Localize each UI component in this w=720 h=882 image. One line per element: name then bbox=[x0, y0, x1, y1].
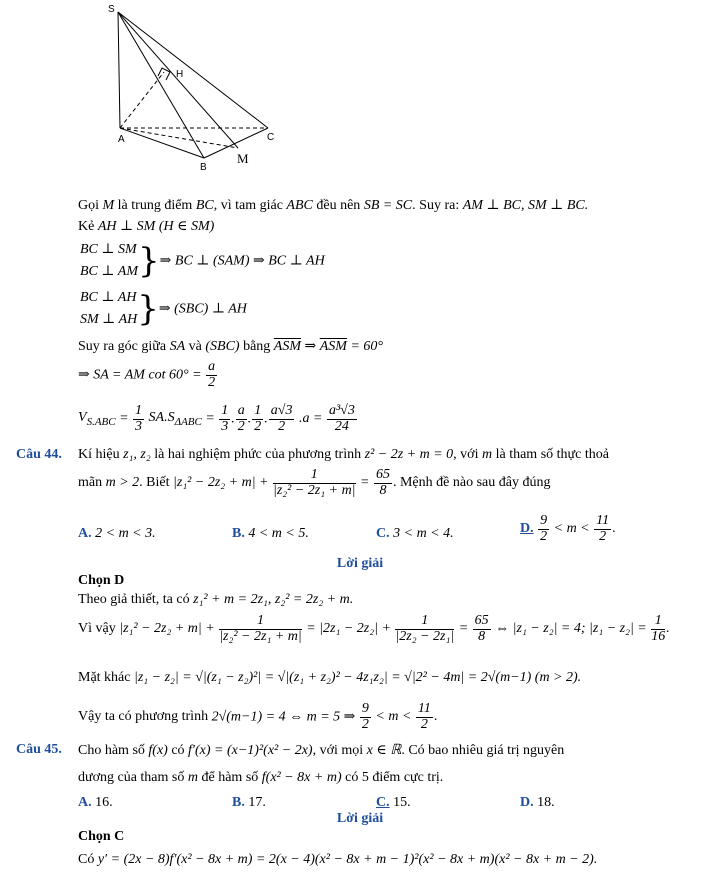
math: x ∈ ℝ bbox=[366, 743, 402, 758]
text: có bbox=[171, 743, 185, 758]
math: |z₁ − z₂| = √|(z₁ − z₂)²| = √|(z₁ + z₂)² − 4z₁z₂| = √|2² − 4m| = 2√(m−1) (m > 2). bbox=[133, 670, 582, 685]
math: < m < bbox=[375, 709, 412, 725]
frac-den: 24 bbox=[334, 418, 349, 434]
text: Vì vậy bbox=[78, 621, 116, 637]
text: để hàm số bbox=[201, 770, 259, 785]
text: . Suy ra: bbox=[412, 198, 460, 213]
pyramid-figure bbox=[100, 0, 290, 175]
question-44-label: Câu 44. bbox=[16, 447, 62, 462]
q44-solution-title: Lời giải bbox=[336, 556, 384, 571]
text: , vì tam giác bbox=[213, 198, 283, 213]
angle-line bbox=[78, 338, 383, 355]
q45-choice: Chọn C bbox=[78, 829, 125, 844]
math: m > 2 bbox=[105, 475, 140, 491]
frac-num: 9 bbox=[361, 701, 369, 716]
frac-den: 8 bbox=[379, 482, 387, 498]
system-1: BC ⊥ SM BC ⊥ AM }⇒ BC ⊥ (SAM) ⇒ BC ⊥ AH bbox=[80, 241, 325, 281]
text: Gọi bbox=[78, 198, 99, 213]
q45-line-1 bbox=[78, 742, 564, 759]
q44-option-a[interactable] bbox=[78, 526, 156, 542]
q44-sol-line-3 bbox=[78, 670, 581, 686]
math: BC bbox=[195, 198, 214, 213]
math: m bbox=[187, 770, 198, 785]
text: . Biết bbox=[139, 475, 170, 491]
frac-den: 2 bbox=[254, 418, 262, 434]
math: ⇒ SA = AM cot 60° = bbox=[78, 367, 202, 383]
frac-num: 1 bbox=[273, 468, 356, 484]
frac-num: 1 bbox=[395, 614, 454, 630]
frac-num: 65 bbox=[375, 467, 390, 482]
text: mãn bbox=[78, 475, 103, 491]
sys2-line1: BC ⊥ AH bbox=[80, 290, 137, 305]
mid-sub: ΔABC bbox=[174, 416, 202, 429]
v: V bbox=[78, 410, 87, 426]
option-letter: D. bbox=[520, 795, 534, 810]
option-text: 4 < m < 5. bbox=[248, 526, 309, 541]
frac-den: |z₂² − 2z₁ + m| bbox=[219, 628, 302, 644]
frac-den: 2 bbox=[420, 716, 428, 732]
math: 2√(m−1) = 4 ⇔ m = 5 ⇒ bbox=[211, 709, 356, 725]
q45-sol-line-1 bbox=[78, 852, 597, 868]
sys1-result: ⇒ BC ⊥ (SAM) ⇒ BC ⊥ AH bbox=[159, 253, 325, 269]
frac-num: 1 bbox=[219, 614, 302, 630]
math: = bbox=[458, 621, 469, 637]
frac-den: 2 bbox=[278, 418, 286, 434]
q45-solution-title: Lời giải bbox=[336, 811, 384, 826]
sys1-line2: BC ⊥ AM bbox=[80, 264, 139, 279]
math: ⇒ bbox=[304, 339, 317, 354]
option-letter: A. bbox=[78, 526, 92, 541]
question-45-label: Câu 45. bbox=[16, 742, 62, 757]
text: là tham số thực thoả bbox=[495, 447, 609, 462]
option-letter: B. bbox=[232, 795, 245, 810]
option-letter: A. bbox=[78, 795, 92, 810]
option-text: . bbox=[612, 521, 616, 537]
math: $\overline{ASM}$ bbox=[273, 339, 302, 354]
frac-den: 8 bbox=[478, 628, 486, 644]
q44-option-d[interactable] bbox=[520, 514, 616, 544]
option-text: 17. bbox=[248, 795, 266, 810]
frac-num: a√3 bbox=[270, 403, 293, 418]
eq: = bbox=[119, 411, 129, 427]
q44-sol-line-1 bbox=[78, 592, 353, 608]
math: y′ = (2x − 8)f′(x² − 8x + m) = 2(x − 4)(x² − 8x + m − 1)²(x² − 8x + m)(x² − 8x + m − 2). bbox=[97, 852, 598, 867]
math: f′(x) = (x−1)²(x² − 2x) bbox=[188, 743, 313, 758]
math: m bbox=[481, 447, 493, 462]
frac-den: 2 bbox=[540, 528, 548, 544]
math: = |2z₁ − 2z₂| + bbox=[306, 621, 391, 637]
frac-den: 3 bbox=[135, 418, 143, 434]
frac-den: 2 bbox=[237, 418, 245, 434]
option-letter: D. bbox=[520, 521, 534, 537]
eq: = bbox=[205, 411, 215, 427]
frac-num: a³√3 bbox=[328, 403, 355, 418]
option-letter: C. bbox=[376, 526, 390, 541]
frac-num: 11 bbox=[596, 513, 610, 528]
frac-num: 1 bbox=[651, 614, 665, 630]
frac-num: 1 bbox=[135, 403, 143, 418]
frac-num: 11 bbox=[417, 701, 431, 716]
q45-option-b[interactable] bbox=[232, 795, 266, 811]
text: , với bbox=[453, 447, 479, 462]
q44-sol-line-2 bbox=[78, 614, 670, 644]
sa-line bbox=[78, 360, 218, 390]
text: . Có bao nhiêu giá trị nguyên bbox=[401, 743, 565, 758]
text: dương của tham số bbox=[78, 770, 185, 785]
q45-option-d[interactable] bbox=[520, 795, 555, 811]
q44-option-c[interactable] bbox=[376, 526, 454, 542]
frac-den: 2 bbox=[208, 374, 216, 390]
volume-line: $V_{S.ABC}$ = $\frac{1}{3}$ $SA.S_{\Delta ABC}$ = $\frac{1}{3}$ . $\frac{a}{2}$ . $\frac{1}{2}$ . $\frac{a√3}{2}$ .a = $\frac{\text{a³√3}}{24}$ bbox=[78, 403, 355, 434]
frac-den: |2z₂ − 2z₁| bbox=[395, 628, 455, 644]
q44-line-1 bbox=[78, 447, 609, 463]
math: z² − 2z + m = 0 bbox=[364, 447, 454, 462]
frac-den: 2 bbox=[599, 528, 607, 544]
q45-option-a[interactable] bbox=[78, 795, 113, 811]
text: là hai nghiệm phức của phương trình bbox=[154, 447, 362, 462]
frac-num: a bbox=[208, 359, 216, 374]
prev-line-2 bbox=[78, 218, 214, 235]
text: có 5 điểm cực trị. bbox=[345, 770, 444, 785]
option-letter: C. bbox=[376, 795, 390, 810]
text: , với mọi bbox=[312, 743, 364, 758]
sys1-line1: BC ⊥ SM bbox=[80, 242, 137, 257]
q44-line-2 bbox=[78, 468, 550, 498]
math: . bbox=[433, 709, 438, 725]
text: và bbox=[188, 339, 202, 354]
label-M: M bbox=[237, 151, 249, 166]
frac-den: 2 bbox=[361, 716, 369, 732]
label-A: A bbox=[118, 134, 125, 145]
math: $\overline{ASM}$ bbox=[319, 339, 347, 354]
q44-option-b[interactable] bbox=[232, 526, 309, 542]
text: Cho hàm số bbox=[78, 743, 145, 758]
q44-choice: Chọn D bbox=[78, 573, 125, 588]
option-text: 15. bbox=[393, 795, 411, 810]
option-text: 3 < m < 4. bbox=[393, 526, 454, 541]
label-B: B bbox=[200, 162, 207, 173]
frac-num: 65 bbox=[474, 613, 489, 628]
frac-num: 1 bbox=[254, 403, 262, 418]
text: Kí hiệu bbox=[78, 447, 120, 462]
option-text: < m < bbox=[553, 521, 590, 537]
q45-line-2 bbox=[78, 770, 443, 786]
frac-den: 3 bbox=[221, 418, 229, 434]
math: SA bbox=[169, 339, 186, 354]
system-2: BC ⊥ AH SM ⊥ AH }⇒ (SBC) ⊥ AH bbox=[80, 289, 247, 329]
frac-den: |z₂² − 2z₁ + m| bbox=[273, 482, 356, 498]
option-text: 16. bbox=[95, 795, 113, 810]
text: Vậy ta có phương trình bbox=[78, 709, 209, 725]
frac-num: 1 bbox=[221, 403, 229, 418]
q45-option-c[interactable] bbox=[376, 795, 411, 811]
text: Mặt khác bbox=[78, 670, 131, 685]
frac-num: a bbox=[237, 403, 245, 418]
frac-num: 9 bbox=[540, 513, 548, 528]
text: bằng bbox=[243, 339, 271, 354]
option-text: 2 < m < 3. bbox=[95, 526, 156, 541]
text: Theo giả thiết, ta có bbox=[78, 592, 190, 607]
sys2-result: ⇒ (SBC) ⊥ AH bbox=[158, 301, 247, 317]
option-letter: B. bbox=[232, 526, 245, 541]
text: Có bbox=[78, 852, 95, 867]
math: AM ⊥ BC, SM ⊥ BC. bbox=[462, 198, 589, 213]
text: là trung điểm bbox=[117, 198, 193, 213]
math: ⇔ |z₁ − z₂| = 4; |z₁ − z₂| = bbox=[495, 621, 647, 637]
math: f(x) bbox=[148, 743, 168, 758]
q44-sol-line-4 bbox=[78, 702, 437, 732]
text: . Mệnh đề nào sau đây đúng bbox=[392, 475, 551, 491]
mid: SA.S bbox=[148, 410, 175, 426]
math: SB = SC bbox=[363, 198, 413, 213]
label-C: C bbox=[267, 132, 275, 143]
v-sub: S.ABC bbox=[86, 416, 116, 429]
math: . bbox=[666, 621, 670, 637]
text: Suy ra góc giữa bbox=[78, 339, 167, 354]
math: AH ⊥ SM (H ∈ SM) bbox=[97, 219, 215, 234]
math: = bbox=[360, 475, 370, 491]
math: f(x² − 8x + m) bbox=[261, 770, 342, 785]
math: ABC bbox=[286, 198, 313, 213]
label-H: H bbox=[176, 69, 184, 80]
math: M bbox=[102, 198, 115, 213]
prev-line-1 bbox=[78, 197, 588, 214]
math: |z₁² − 2z₂ + m| + bbox=[173, 475, 269, 491]
a: .a = bbox=[298, 411, 323, 427]
math: |z₁² − 2z₂ + m| + bbox=[119, 621, 215, 637]
frac-den: 16 bbox=[651, 628, 666, 644]
math: z₁, z₂ bbox=[123, 447, 151, 462]
sys2-line2: SM ⊥ AH bbox=[80, 312, 138, 327]
math: = 60° bbox=[350, 339, 384, 354]
text: Kẻ bbox=[78, 219, 95, 234]
text: đều nên bbox=[316, 198, 361, 213]
option-text: 18. bbox=[537, 795, 555, 810]
math: (SBC) bbox=[205, 339, 240, 354]
math: z₁² + m = 2z₁, z₂² = 2z₂ + m. bbox=[193, 592, 354, 607]
label-S: S bbox=[108, 4, 115, 15]
